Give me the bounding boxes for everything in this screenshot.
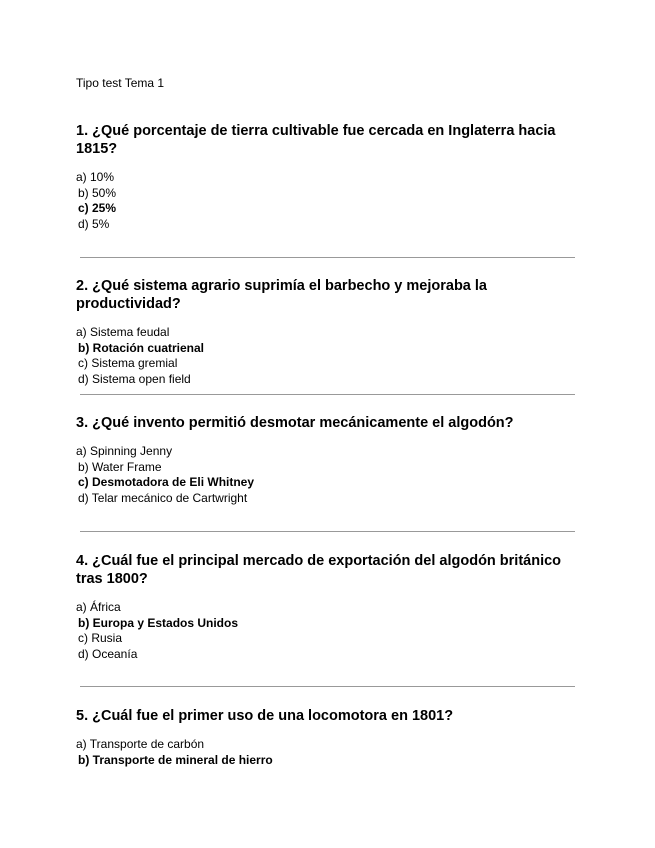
option-b-correct: b) Rotación cuatrienal (78, 340, 205, 355)
option-list (76, 325, 581, 387)
question-3 (76, 414, 581, 506)
option-c-correct: c) 25% (78, 201, 117, 215)
option-b: b) 50% (78, 185, 117, 200)
question-2 (76, 277, 581, 387)
option-d: d) Telar mecánico de Cartwright (78, 490, 248, 505)
option-list (76, 444, 581, 506)
option-a: a) Spinning Jenny (76, 444, 173, 458)
option-a: a) Transporte de carbón (76, 737, 205, 751)
option-c: c) Sistema gremial (78, 356, 178, 370)
option-list (76, 600, 581, 662)
section-divider (80, 686, 575, 687)
section-divider (80, 257, 575, 258)
option-list (76, 737, 581, 768)
question-4 (76, 552, 581, 662)
option-list (76, 170, 581, 232)
option-b: b) Water Frame (78, 459, 162, 474)
option-b-correct: b) Europa y Estados Unidos (78, 615, 239, 630)
question-text: 3. ¿Qué invento permitió desmotar mecánicamente el algodón? (76, 415, 514, 431)
question-1 (76, 122, 581, 232)
section-divider (80, 531, 575, 532)
question-text: 5. ¿Cuál fue el primer uso de una locomotora en 1801? (76, 708, 454, 724)
option-a: a) África (76, 600, 121, 614)
question-text: 2. ¿Qué sistema agrario suprimía el barbecho y mejoraba la productividad? (76, 278, 487, 312)
option-d: d) 5% (78, 216, 110, 231)
option-c: c) Rusia (78, 631, 123, 645)
section-divider (80, 394, 575, 395)
question-5 (76, 707, 581, 768)
question-text: 1. ¿Qué porcentaje de tierra cultivable fue cercada en Inglaterra hacia 1815? (76, 123, 556, 157)
option-c-correct: c) Desmotadora de Eli Whitney (78, 475, 255, 489)
option-d: d) Sistema open field (78, 371, 191, 386)
option-d: d) Oceanía (78, 646, 138, 661)
option-a: a) Sistema feudal (76, 325, 170, 339)
question-text: 4. ¿Cuál fue el principal mercado de exportación del algodón británico tras 1800? (76, 553, 562, 587)
document-title: Tipo test Tema 1 (76, 76, 165, 90)
option-b-correct: b) Transporte de mineral de hierro (78, 752, 273, 767)
option-a: a) 10% (76, 170, 115, 184)
